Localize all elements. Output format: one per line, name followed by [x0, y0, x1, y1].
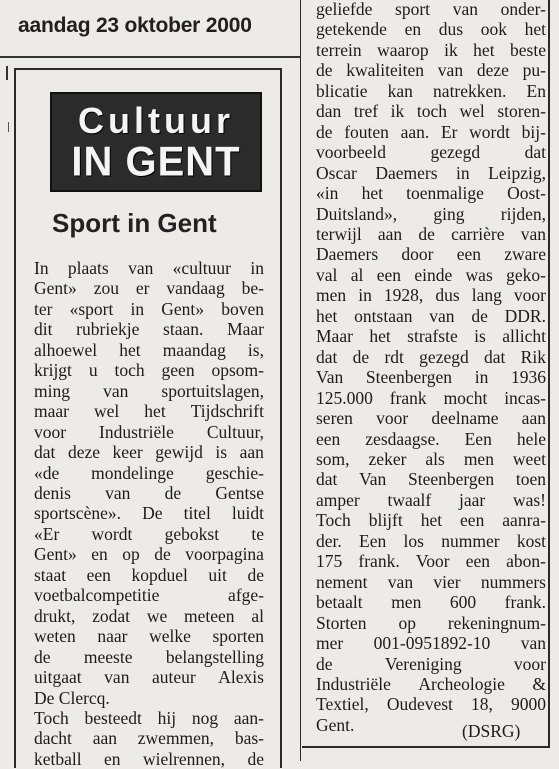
article-body-right [316, 0, 546, 735]
text-line: dat deze keer gewijd is aan [34, 442, 264, 463]
text-line: «in het toenmalige Oost- [316, 183, 546, 204]
text-line: «Er wordt gebokst te [34, 523, 264, 544]
text-line: staat een kopduel uit de [34, 564, 264, 585]
text-line: Textiel, Oudevest 18, 9000 [316, 694, 546, 715]
text-line: denis van de Gentse [34, 482, 264, 503]
text-line: In plaats van «cultuur in [34, 258, 264, 278]
text-line: 175 frank. Voor een abon- [316, 551, 546, 572]
text-line: ter «sport in Gent» boven [34, 298, 264, 319]
text-line: De Clercq. [34, 687, 110, 708]
text-line: dat Van Steenbergen toen [316, 469, 546, 490]
text-line: terwijl aan de carrière van [316, 223, 546, 244]
text-line: Gent» zou er vandaag be- [34, 278, 264, 299]
column-banner [50, 92, 262, 192]
text-line: amper twaalf jaar was! [316, 489, 546, 510]
margin-mark [8, 122, 9, 132]
text-line: sportscène». De titel luidt [34, 503, 264, 524]
text-line: terrein waarop ik het beste [316, 39, 546, 60]
text-line: seren voor deelname aan [316, 408, 546, 429]
text-line: de Vereniging voor [316, 653, 546, 674]
text-line: maar wel het Tijdschrift [34, 401, 264, 422]
text-line: der. Een los nummer kost [316, 530, 546, 551]
article-headline: Sport in Gent [52, 208, 217, 238]
text-line: Industriële Archeologie & [316, 673, 546, 694]
author-signature: (DSRG) [462, 721, 521, 741]
text-line: dacht aan zwemmen, bas- [34, 728, 264, 749]
text-line: het ontstaan van de DDR. [316, 305, 546, 326]
text-line: Oscar Daemers in Leipzig, [316, 162, 546, 183]
text-line: drukt, zodat we meteen al [34, 605, 264, 626]
text-line: Toch blijft het een aanra- [316, 510, 546, 531]
text-line: de fouten aan. Er wordt bij- [316, 121, 546, 142]
text-line: de kwaliteiten van deze pu- [316, 60, 546, 81]
text-line: blicatie kan natrekken. En [316, 80, 546, 101]
text-line: nement van vier nummers [316, 571, 546, 592]
text-line: mer 001-0951892-10 van [316, 633, 546, 654]
margin-mark [6, 66, 8, 80]
text-line: dan tref ik toch wel storen- [316, 101, 546, 122]
banner-line-1: Cultuur [78, 100, 234, 141]
text-line: krijgt u toch geen opsom- [34, 360, 264, 381]
text-line: ketball en wielrennen, de [34, 748, 264, 769]
text-line: getekende en dus ook het [316, 19, 546, 40]
text-line: men in 1928, dus lang voor [316, 285, 546, 306]
text-line: Daemers door een zware [316, 244, 546, 265]
text-line: som, zeker als men weet [316, 448, 546, 469]
text-line: Storten op rekeningnum- [316, 612, 546, 633]
text-line: Van Steenbergen in 1936 [316, 367, 546, 388]
article-body-left [34, 258, 264, 769]
text-line: de meeste belangstelling [34, 646, 264, 667]
text-line: betaalt men 600 frank. [316, 592, 546, 613]
text-line: weten naar welke sporten [34, 626, 264, 647]
text-line: Maar het strafste is allicht [316, 326, 546, 347]
text-line: voor Industriële Cultuur, [34, 421, 264, 442]
text-line: geliefde sport van onder- [316, 0, 546, 19]
text-line: «de mondelinge geschie- [34, 462, 264, 483]
text-line: uitgaat van auteur Alexis [34, 667, 264, 688]
text-line: dit rubriekje staan. Maar [34, 319, 264, 340]
text-line: dat de rdt gezegd dat Rik [316, 346, 546, 367]
top-rule [0, 56, 300, 58]
text-line: Toch besteedt hij nog aan- [34, 707, 264, 728]
text-line: een zesdaagse. Een hele [316, 428, 546, 449]
text-line: voetbalcompetitie afge- [34, 585, 264, 606]
dateline: aandag 23 oktober 2000 [18, 14, 252, 37]
text-line: Gent» en op de voorpagina [34, 544, 264, 565]
text-line: voorbeeld gezegd dat [316, 142, 546, 163]
text-line: Duitsland», ging rijden, [316, 203, 546, 224]
text-line: Gent. [316, 714, 355, 735]
text-line: val al een einde was geko- [316, 264, 546, 285]
text-line: 125.000 frank mocht incas- [316, 387, 546, 408]
column-separator [300, 0, 301, 761]
banner-line-2: IN GENT [71, 138, 241, 186]
text-line: alhoewel het maandag is, [34, 339, 264, 360]
text-line: ming van sportuitslagen, [34, 380, 264, 401]
